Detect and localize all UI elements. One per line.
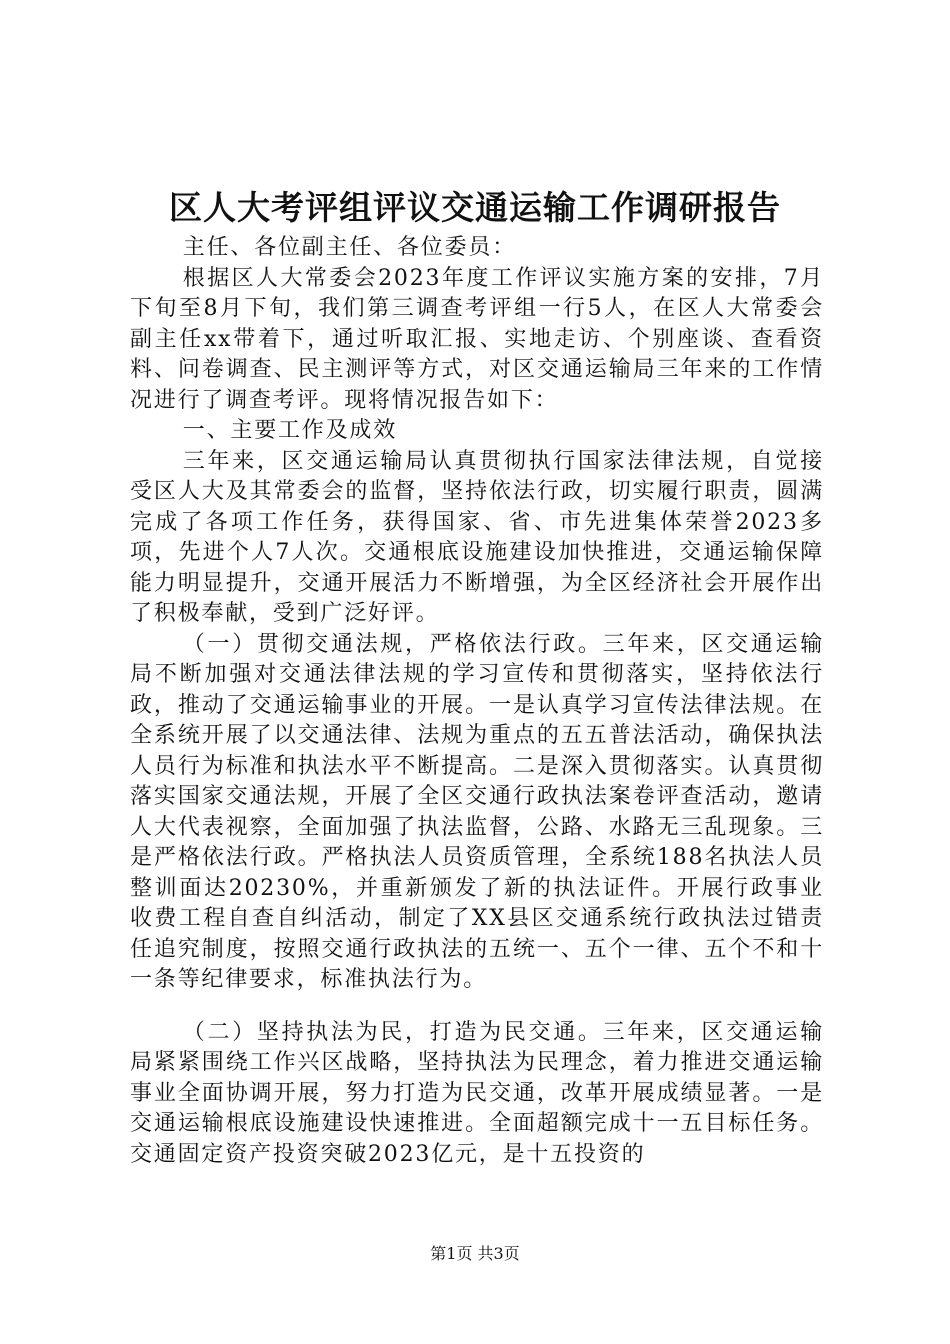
paragraph-subsection-2: （二）坚持执法为民，打造为民交通。三年来，区交通运输局紧紧围绕工作兴区战略，坚持执法为民理念，着力推进交通运输事业全面协调开展，努力打造为民交通，改革开展成绩显著。一是交通运输根底设施建设快速推进。全面超额完成十一五目标任务。交通固定资产投资突破2023亿元，是十五投资的	[130, 1019, 824, 1167]
salutation: 主任、各位副主任、各位委员：	[182, 235, 516, 260]
section-heading: 一、主要工作及成效	[182, 418, 397, 443]
document-title: 区人大考评组评议交通运输工作调研报告	[169, 188, 781, 227]
paragraph-summary: 三年来，区交通运输局认真贯彻执行国家法律法规，自觉接受区人大及其常委会的监督，坚持依法行政，切实履行职责，圆满完成了各项工作任务，获得国家、省、市先进集体荣誉2023多项，先进个人7人次。交通根底设施建设加快推进，交通运输保障能力明显提升，交通开展活力不断增强，为全区经济社会开展作出了积极奉献，受到广泛好评。	[130, 448, 824, 626]
paragraph-intro: 根据区人大常委会2023年度工作评议实施方案的安排，7月下旬至8月下旬，我们第三调查考评组一行5人，在区人大常委会副主任xx带着下，通过听取汇报、实地走访、个别座谈、查看资料、问卷调查、民主测评等方式，对区交通运输局三年来的工作情况进行了调查考评。现将情况报告如下：	[130, 265, 824, 413]
page-footer: 第1页 共3页	[430, 1244, 520, 1263]
paragraph-subsection-1: （一）贯彻交通法规，严格依法行政。三年来，区交通运输局不断加强对交通法律法规的学习宣传和贯彻落实，坚持依法行政，推动了交通运输事业的开展。一是认真学习宣传法律法规。在全系统开展了以交通法律、法规为重点的五五普法活动，确保执法人员行为标准和执法水平不断提高。二是深入贯彻落实。认真贯彻落实国家交通法规，开展了全区交通行政执法案卷评查活动，邀请人大代表视察，全面加强了执法监督，公路、水路无三乱现象。三是严格依法行政。严格执法人员资质管理，全系统188名执法人员整训面达20230%，并重新颁发了新的执法证件。开展行政事业收费工程自查自纠活动，制定了XX县区交通系统行政执法过错责任追究制度，按照交通行政执法的五统一、五个一律、五个不和十一条等纪律要求，标准执法行为。	[130, 631, 824, 992]
document-body	[130, 233, 824, 1170]
